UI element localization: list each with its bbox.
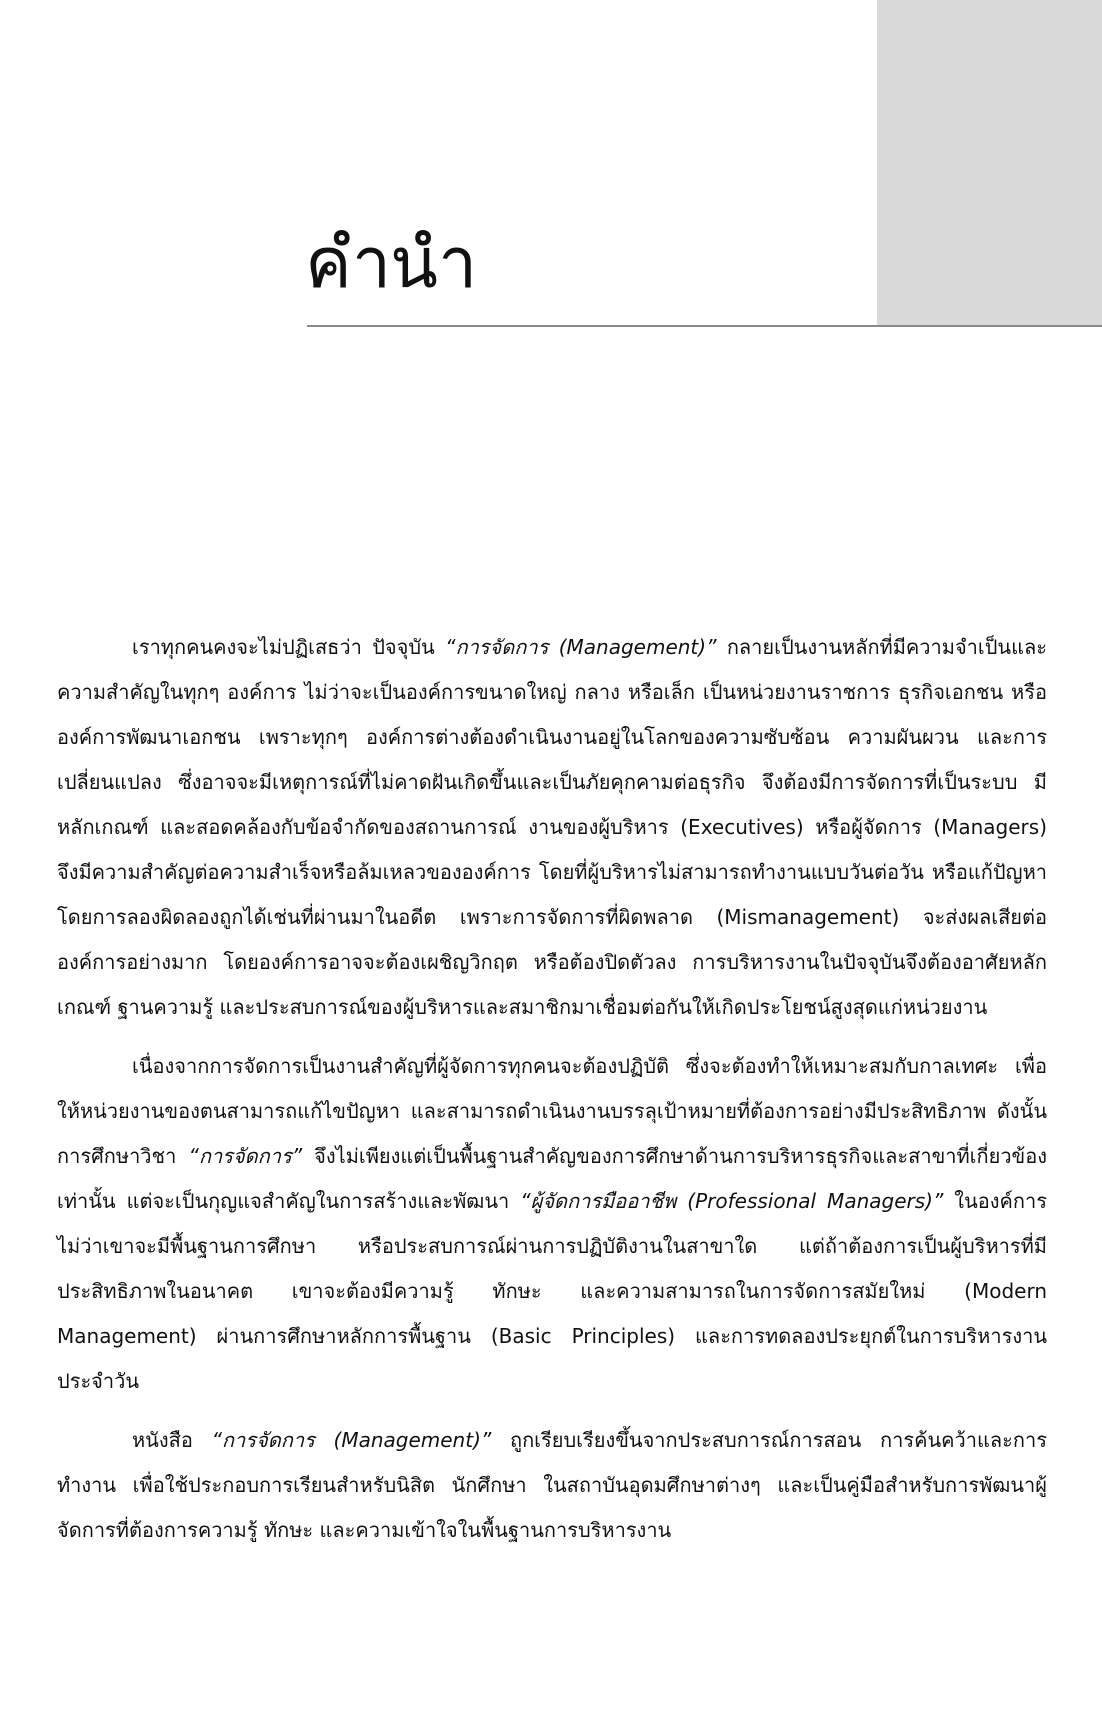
paragraph-1-text-b: กลายเป็นงานหลักที่มีความจำเป็นและความสำคัญในทุกๆ องค์การ ไม่ว่าจะเป็นองค์การขนาดใหญ่ กลาง หรือเล็ก เป็นหน่วยงานราชการ ธุรกิจเอกชน หรือองค์การพัฒนาเอกชน เพราะทุกๆ องค์การต่างต้องดำเนินงานอยู่ในโลกของความซับซ้อน ความผันผวน และการเปลี่ยนแปลง ซึ่งอาจจะมีเหตุการณ์ที่ไม่คาดฝันเกิดขึ้นและเป็นภัยคุกคามต่อธุรกิจ จึงต้องมีการจัดการที่เป็นระบบ มีหลักเกณฑ์ และสอดคล้องกับข้อจำกัดของสถานการณ์ งานของผู้บริหาร (Executives) หรือผู้จัดการ (Managers) จึงมีความสำคัญต่อความสำเร็จหรือล้มเหลวขององค์การ โดยที่ผู้บริหารไม่สามารถทำงานแบบวันต่อวัน หรือแก้ปัญหาโดยการลองผิดลองถูกได้เช่นที่ผ่านมาในอดีต เพราะการจัดการที่ผิดพลาด (Mismanagement) จะส่งผลเสียต่อองค์การอย่างมาก โดยองค์การอาจจะต้องเผชิญวิกฤต หรือต้องปิดตัวลง การบริหารงานในปัจจุบันจึงต้องอาศัยหลักเกณฑ์ ฐานความรู้ และประสบการณ์ของผู้บริหารและสมาชิกมาเชื่อมต่อกันให้เกิดประโยชน์สูงสุดแก่หน่วยงาน <box>57 635 1047 1019</box>
paragraph-2-emphasis-a: “การจัดการ” <box>188 1144 303 1168</box>
paragraph-1-text-a: เราทุกคนคงจะไม่ปฏิเสธว่า ปัจจุบัน <box>132 635 446 659</box>
paragraph-3-text-a: หนังสือ <box>132 1428 212 1452</box>
paragraph-2 <box>57 1044 1047 1404</box>
paragraph-3-emphasis: “การจัดการ (Management)” <box>211 1428 492 1452</box>
paragraph-1-emphasis: “การจัดการ (Management)” <box>445 635 717 659</box>
paragraph-3 <box>57 1418 1047 1553</box>
paragraph-2-text-c: ในองค์การ ไม่ว่าเขาจะมีพื้นฐานการศึกษา หรือประสบการณ์ผ่านการปฏิบัติงานในสาขาใด แต่ถ้าต้องการเป็นผู้บริหารที่มีประสิทธิภาพในอนาคต เขาจะต้องมีความรู้ ทักษะ และความสามารถในการจัดการสมัยใหม่ (Modern Management) ผ่านการศึกษาหลักการพื้นฐาน (Basic Principles) และการทดลองประยุกต์ในการบริหารงานประจำวัน <box>57 1189 1047 1393</box>
paragraph-2-emphasis-b: “ผู้จัดการมืออาชีพ (Professional Managers)” <box>520 1189 944 1213</box>
paragraph-3-text-b: ถูกเรียบเรียงขึ้นจากประสบการณ์การสอน การค้นคว้าและการทำงาน เพื่อใช้ประกอบการเรียนสำหรับนิสิต นักศึกษา ในสถาบันอุดมศึกษาต่างๆ และเป็นคู่มือสำหรับการพัฒนาผู้จัดการที่ต้องการความรู้ ทักษะ และความเข้าใจในพื้นฐานการบริหารงาน <box>57 1428 1047 1542</box>
paragraph-2-text-b: จึงไม่เพียงแต่เป็นพื้นฐานสำคัญของการศึกษาด้านการบริหารธุรกิจและสาขาที่เกี่ยวข้องเท่านั้น แต่จะเป็นกุญแจสำคัญในการสร้างและพัฒนา <box>57 1144 1047 1213</box>
title-divider <box>307 325 1102 327</box>
page-title: คำนำ <box>305 222 477 304</box>
corner-tab-decoration <box>877 0 1102 326</box>
paragraph-1 <box>57 625 1047 1030</box>
body-text <box>57 625 1047 1567</box>
paragraph-2-text-a: เนื่องจากการจัดการเป็นงานสำคัญที่ผู้จัดการทุกคนจะต้องปฏิบัติ ซึ่งจะต้องทำให้เหมาะสมกับกาลเทศะ เพื่อให้หน่วยงานของตนสามารถแก้ไขปัญหา และสามารถดำเนินงานบรรลุเป้าหมายที่ต้องการอย่างมีประสิทธิภาพ ดังนั้น การศึกษาวิชา <box>57 1054 1047 1168</box>
